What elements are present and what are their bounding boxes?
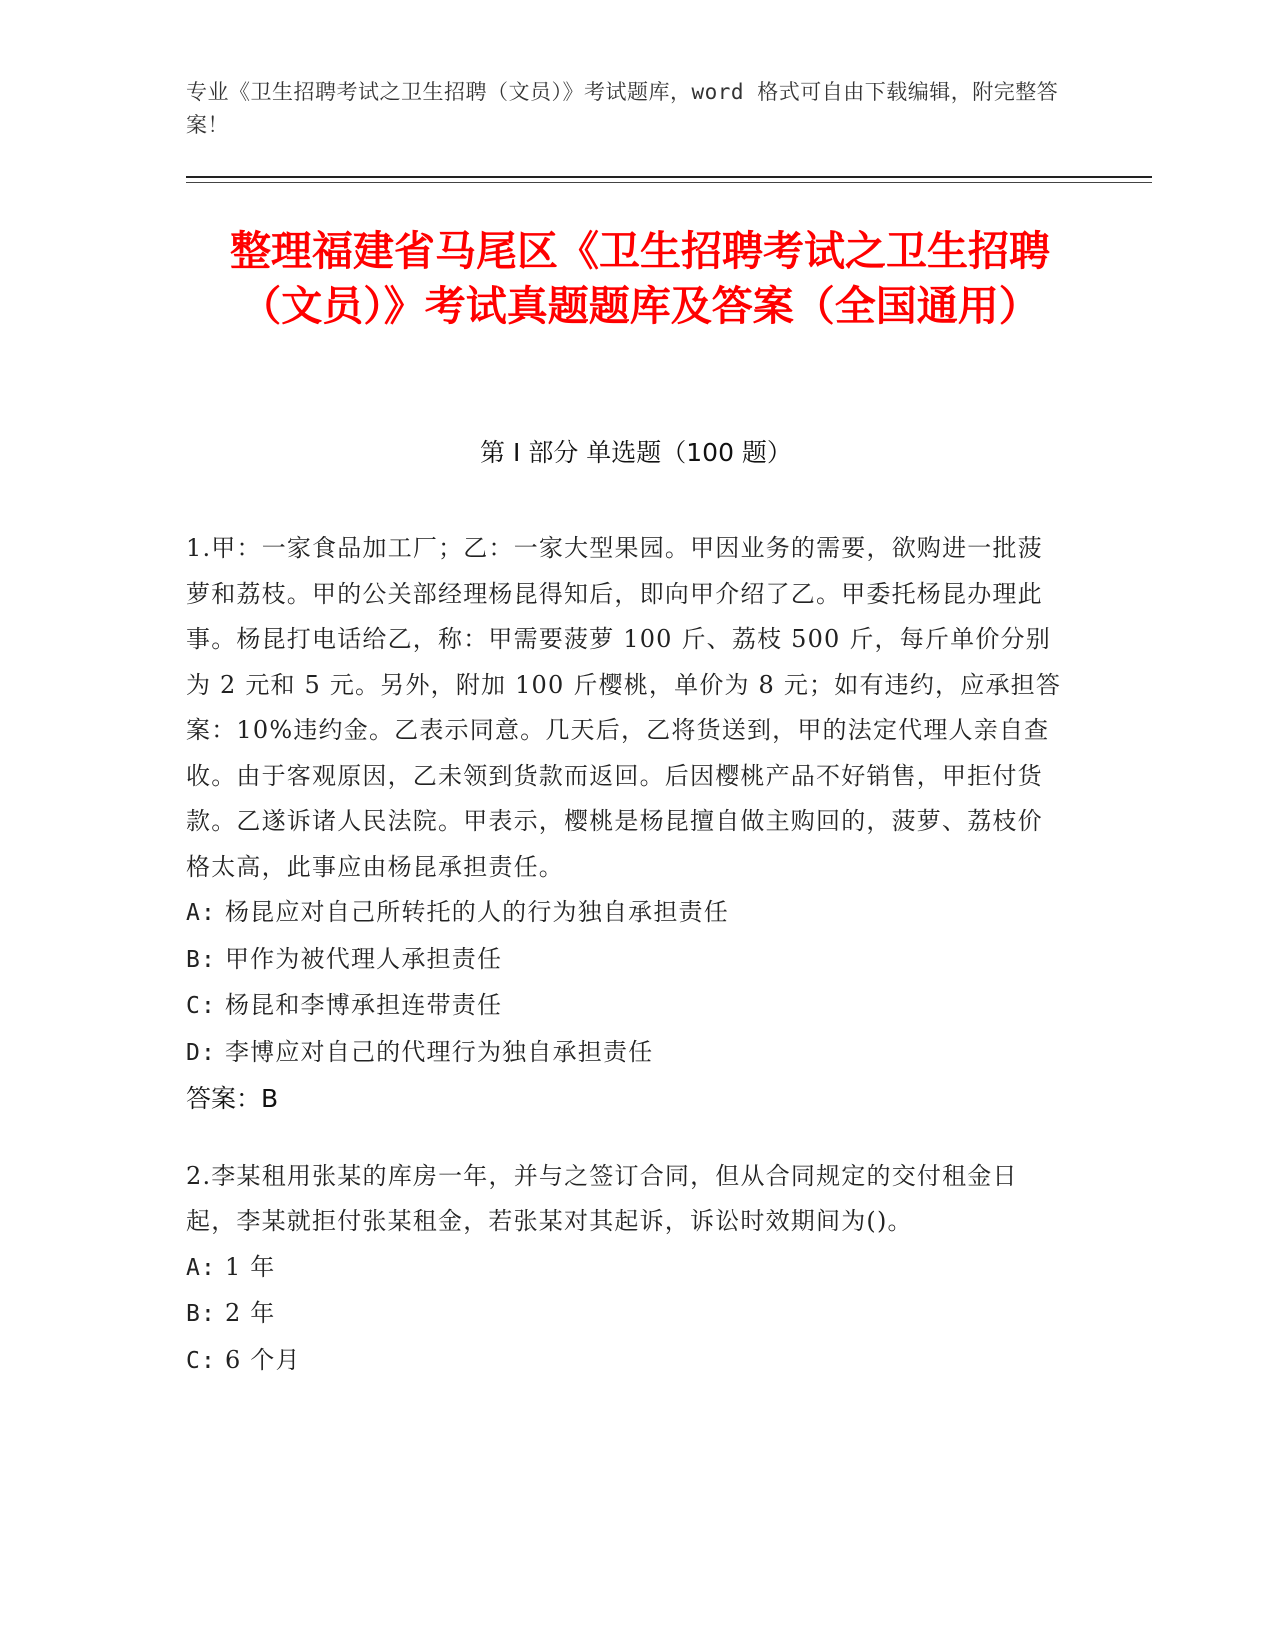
option-text: 1 年 <box>224 1252 276 1281</box>
header-note: 专业《卫生招聘考试之卫生招聘（文员）》考试题库，word 格式可自由下载编辑，附完整答案！ <box>186 80 1059 137</box>
option-text: 甲作为被代理人承担责任 <box>224 944 503 973</box>
option-c <box>186 1338 1066 1385</box>
question-2 <box>186 1154 1066 1385</box>
option-text: 李博应对自己的代理行为独自承担责任 <box>224 1037 654 1066</box>
question-1 <box>186 526 1066 1122</box>
option-text: 2 年 <box>224 1299 276 1327</box>
option-letter: C: <box>186 993 217 1019</box>
answer-line: 答案：B <box>186 1084 279 1113</box>
option-text: 杨昆应对自己所转托的人的行为独自承担责任 <box>224 898 729 926</box>
option-letter: C: <box>186 1347 217 1374</box>
question-stem: 2.李某租用张某的库房一年，并与之签订合同，但从合同规定的交付租金日起，李某就拒付张某租金，若张某对其起诉，诉讼时效期间为()。 <box>186 1161 1018 1235</box>
option-b <box>186 937 1066 984</box>
option-d <box>186 1030 1066 1077</box>
document-title: 整理福建省马尾区《卫生招聘考试之卫生招聘（文员）》考试真题题库及答案（全国通用） <box>230 227 1050 330</box>
option-letter: A: <box>186 900 217 926</box>
option-letter: D: <box>186 1039 217 1066</box>
question-list <box>186 526 1066 1416</box>
header-rule-thick <box>186 176 1152 178</box>
section-heading: 第 I 部分 单选题（100 题） <box>480 438 792 467</box>
option-a <box>186 1245 1066 1292</box>
option-letter: B: <box>186 1301 217 1327</box>
option-text: 6 个月 <box>224 1345 301 1374</box>
option-b <box>186 1291 1066 1338</box>
option-text: 杨昆和李博承担连带责任 <box>224 991 503 1019</box>
option-a <box>186 890 1066 937</box>
header-rule-thin <box>186 182 1152 183</box>
option-letter: B: <box>186 946 217 973</box>
option-c <box>186 983 1066 1030</box>
option-letter: A: <box>186 1254 217 1281</box>
question-stem: 1.甲：一家食品加工厂；乙：一家大型果园。甲因业务的需要，欲购进一批菠萝和荔枝。甲的公关部经理杨昆得知后，即向甲介绍了乙。甲委托杨昆办理此事。杨昆打电话给乙，称：甲需要菠萝 100 斤、荔枝 500 斤，每斤单价分别为 2 元和 5 元。另外，附加 100 斤樱桃，单价为 8 元；如有违约，应承担答案：10%违约金。乙表示同意。几天后，乙将货送到，甲的法定代理人亲自查收。由于客观原因，乙未领到货款而返回。后因樱桃产品不好销售，甲拒付货款。乙遂诉诸人民法院。甲表示，樱桃是杨昆擅自做主购回的，菠萝、荔枝价格太高，此事应由杨昆承担责任。 <box>186 534 1062 881</box>
